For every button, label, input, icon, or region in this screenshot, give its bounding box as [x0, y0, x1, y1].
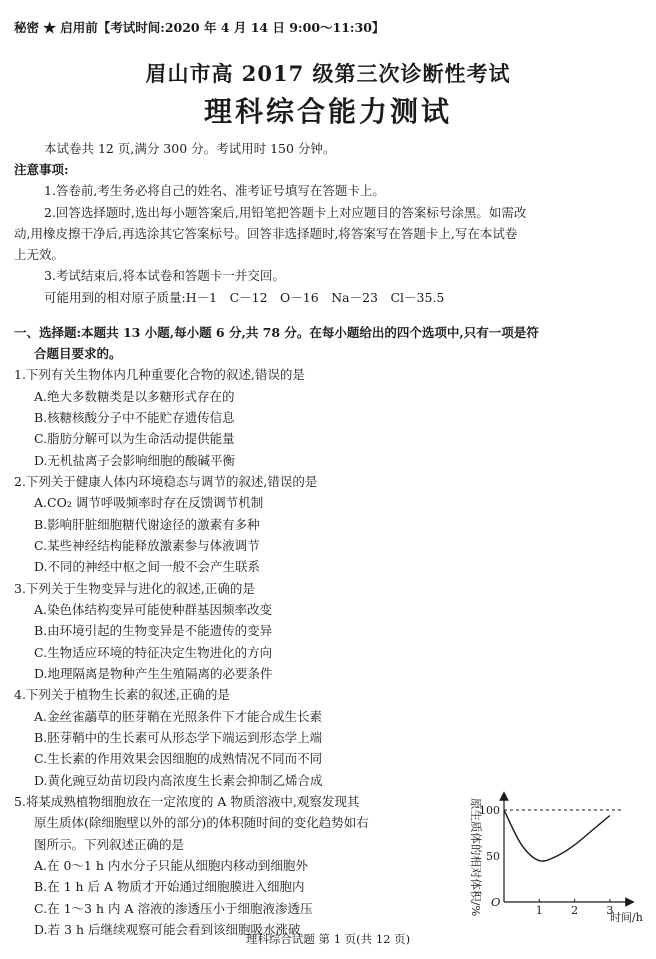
- section-heading-cont: 合题目要求的。: [34, 346, 122, 361]
- y-tick-label: 100: [479, 804, 500, 817]
- section-heading: 一、选择题:本题共 13 小题,每小题 6 分,共 78 分。在每小题给出的四个选项中,只有一项是符: [14, 325, 539, 340]
- q2-option-b: B.影响肝脏细胞糖代谢途径的激素有多种: [34, 517, 260, 532]
- q3-option-b: B.由环境引起的生物变异是不能遗传的变异: [34, 623, 273, 638]
- q5-option-d: D.若 3 h 后继续观察可能会看到该细胞吸水涨破: [34, 922, 301, 937]
- x-tick-label: 2: [571, 904, 579, 917]
- q2-stem: 2.下列关于健康人体内环境稳态与调节的叙述,错误的是: [14, 474, 318, 489]
- q3-option-d: D.地理隔离是物种产生生殖隔离的必要条件: [34, 666, 273, 681]
- q5-option-a: A.在 0～1 h 内水分子只能从细胞内移动到细胞外: [34, 858, 308, 873]
- atomic-masses: 可能用到的相对原子质量:H－1 C－12 O－16 Na－23 Cl－35.5: [44, 290, 445, 305]
- note-2c: 上无效。: [14, 247, 65, 262]
- q4-option-b: B.胚芽鞘中的生长素可从形态学下端运到形态学上端: [34, 730, 323, 745]
- exam-header: 秘密 ★ 启用前【考试时间:2020 年 4 月 14 日 9:00～11:30】: [14, 20, 385, 35]
- note-2a: 2.回答选择题时,选出每小题答案后,用铅笔把答题卡上对应题目的答案标号涂黑。如需改: [44, 205, 527, 220]
- q1-stem: 1.下列有关生物体内几种重要化合物的叙述,错误的是: [14, 367, 305, 382]
- q5-option-b: B.在 1 h 后 A 物质才开始通过细胞膜进入细胞内: [34, 879, 305, 894]
- note-3: 3.考试结束后,将本试卷和答题卡一并交回。: [44, 268, 285, 283]
- page-footer: 理科综合试题 第 1 页(共 12 页): [245, 932, 411, 946]
- exam-subject-title: 理科综合能力测试: [203, 95, 452, 128]
- q1-option-b: B.核糖核酸分子中不能贮存遗传信息: [34, 410, 235, 425]
- note-2b: 动,用橡皮擦干净后,再选涂其它答案标号。回答非选择题时,将答案写在答题卡上,写在本试卷: [14, 226, 518, 241]
- origin-label: O: [491, 895, 501, 909]
- exam-title: 眉山市高 2017 级第三次诊断性考试: [145, 61, 511, 86]
- q1-option-a: A.绝大多数糖类是以多糖形式存在的: [34, 389, 235, 404]
- volume-time-chart: [462, 790, 652, 925]
- x-axis-label: 时间/h: [610, 911, 643, 924]
- series-line: [504, 810, 610, 861]
- q3-option-c: C.生物适应环境的特征决定生物进化的方向: [34, 645, 273, 660]
- q4-option-c: C.生长素的作用效果会因细胞的成熟情况不同而不同: [34, 751, 323, 766]
- q5-stem-2: 原生质体(除细胞壁以外的部分)的体积随时间的变化趋势如右: [34, 815, 369, 830]
- notes-heading: 注意事项:: [14, 162, 69, 177]
- q4-option-d: D.黄化豌豆幼苗切段内高浓度生长素会抑制乙烯合成: [34, 773, 323, 788]
- q5-option-c: C.在 1～3 h 内 A 溶液的渗透压小于细胞液渗透压: [34, 901, 313, 916]
- q4-stem: 4.下列关于植物生长素的叙述,正确的是: [14, 687, 230, 702]
- q1-option-c: C.脂肪分解可以为生命活动提供能量: [34, 431, 235, 446]
- q2-option-d: D.不同的神经中枢之间一般不会产生联系: [34, 559, 261, 574]
- intro-text: 本试卷共 12 页,满分 300 分。考试用时 150 分钟。: [44, 141, 336, 156]
- q1-option-d: D.无机盐离子会影响细胞的酸碱平衡: [34, 453, 236, 468]
- x-tick-label: 3: [606, 904, 614, 917]
- q2-option-a: A.CO₂ 调节呼吸频率时存在反馈调节机制: [34, 495, 264, 510]
- note-1: 1.答卷前,考生务必将自己的姓名、准考证号填写在答题卡上。: [44, 183, 385, 198]
- q5-stem-3: 图所示。下列叙述正确的是: [34, 837, 185, 852]
- q2-option-c: C.某些神经结构能释放激素参与体液调节: [34, 538, 260, 553]
- x-tick-label: 1: [535, 904, 543, 917]
- y-axis-label: 原生质体的相对体积/%: [469, 798, 483, 917]
- q4-option-a: A.金丝雀虉草的胚芽鞘在光照条件下才能合成生长素: [34, 709, 323, 724]
- q5-stem-1: 5.将某成熟植物细胞放在一定浓度的 A 物质溶液中,观察发现其: [14, 794, 360, 809]
- q3-stem: 3.下列关于生物变异与进化的叙述,正确的是: [14, 581, 255, 596]
- y-tick-label: 50: [486, 850, 500, 863]
- q3-option-a: A.染色体结构变异可能使种群基因频率改变: [34, 602, 273, 617]
